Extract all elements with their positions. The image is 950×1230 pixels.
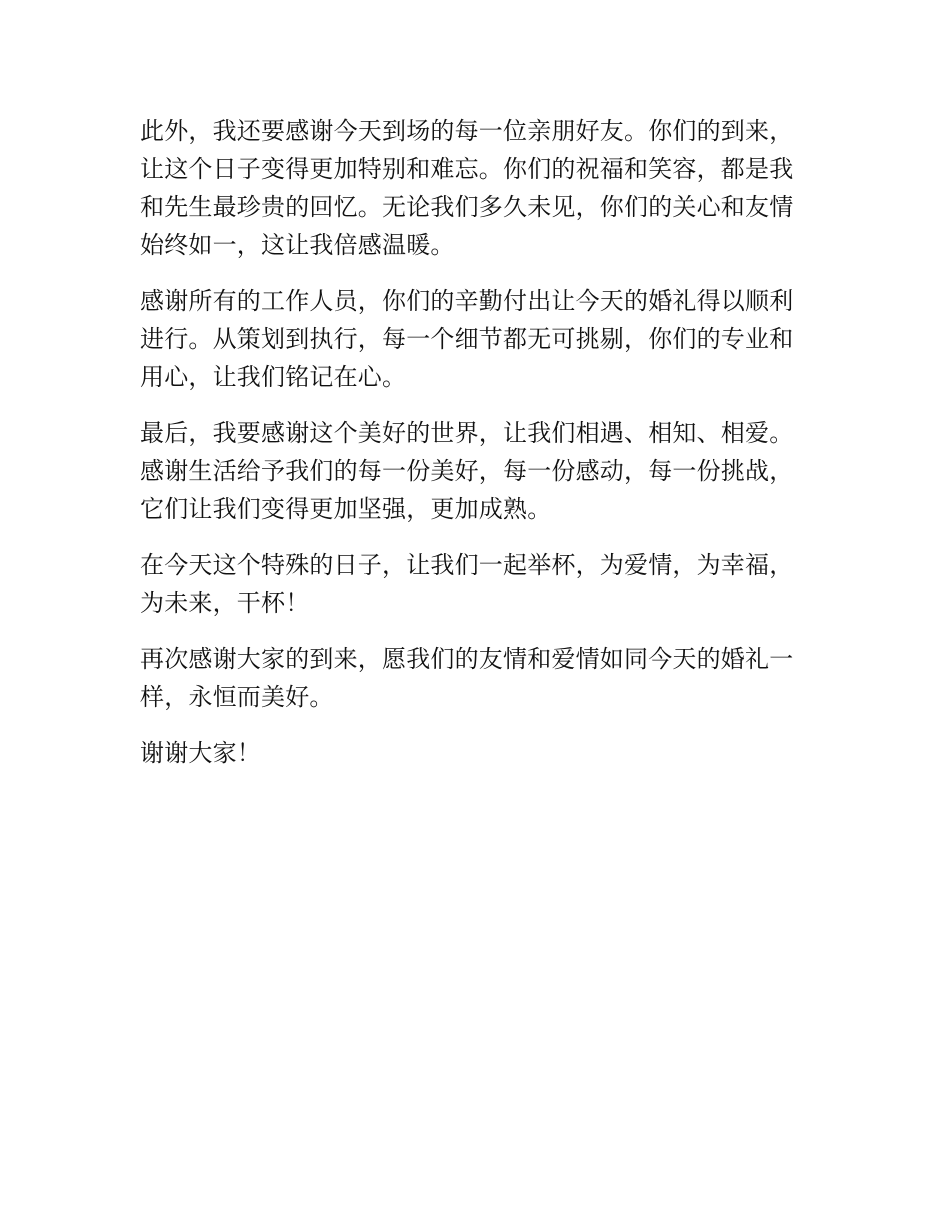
paragraph-thanks-again: 再次感谢大家的到来，愿我们的友情和爱情如同今天的婚礼一样，永恒而美好。	[140, 645, 794, 711]
paragraph-toast: 在今天这个特殊的日子，让我们一起举杯，为爱情，为幸福，为未来，干杯！	[140, 551, 794, 617]
paragraph-thanks-staff: 感谢所有的工作人员，你们的辛勤付出让今天的婚礼得以顺利进行。从策划到执行，每一个细节都无可挑剔，你们的专业和用心，让我们铭记在心。	[140, 287, 794, 391]
document-page	[140, 112, 812, 790]
paragraph-closing: 谢谢大家！	[140, 739, 261, 767]
paragraph-thanks-world: 最后，我要感谢这个美好的世界，让我们相遇、相知、相爱。感谢生活给予我们的每一份美好，每一份感动，每一份挑战，它们让我们变得更加坚强，更加成熟。	[140, 419, 794, 523]
paragraph-thanks-friends: 此外，我还要感谢今天到场的每一位亲朋好友。你们的到来，让这个日子变得更加特别和难忘。你们的祝福和笑容，都是我和先生最珍贵的回忆。无论我们多久未见，你们的关心和友情始终如一，这让我倍感温暖。	[140, 117, 794, 259]
